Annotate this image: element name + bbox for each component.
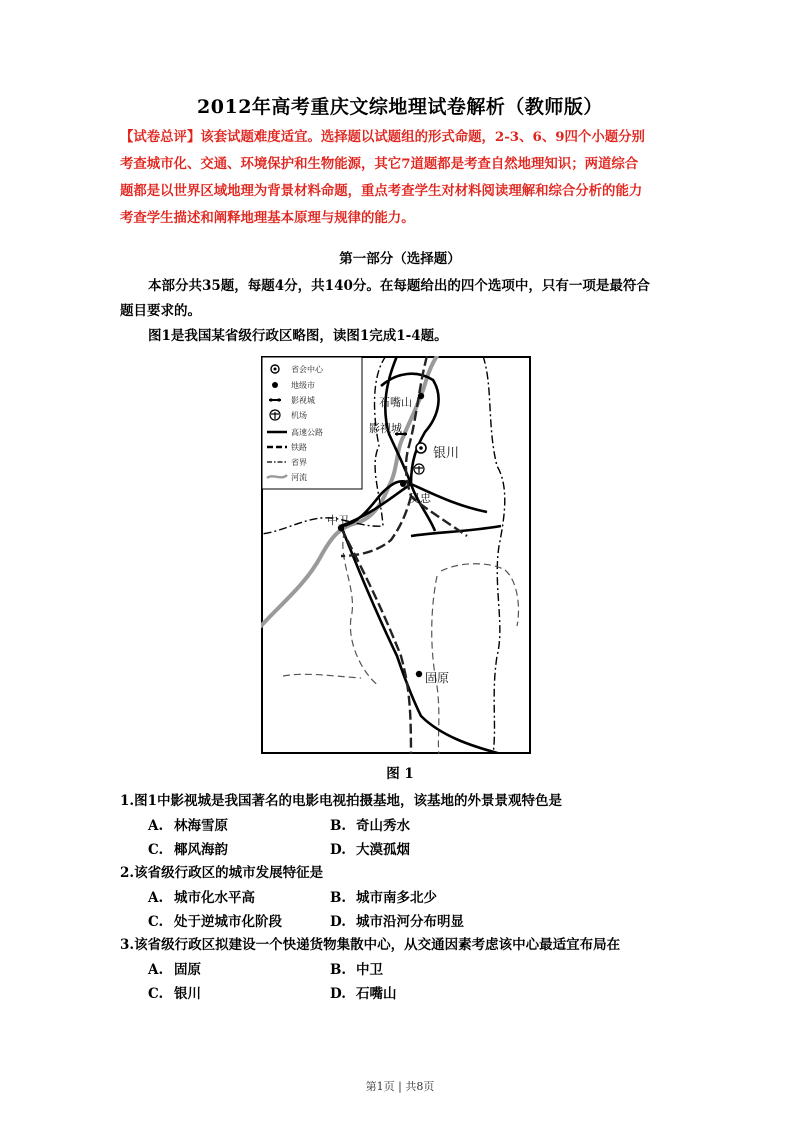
summary-line: 【试卷总评】该套试题难度适宜。选择题以试题组的形式命题，2-3、6、9四个小题分别 bbox=[120, 129, 645, 145]
document-title: 2012年高考重庆文综地理试卷解析（教师版） bbox=[197, 96, 603, 118]
page-footer: 第1页 | 共8页 bbox=[365, 1080, 435, 1093]
question-stem: 2.该省级行政区的城市发展特征是 bbox=[120, 865, 324, 881]
question-stem: 1.图1中影视城是我国著名的电影电视拍摄基地，该基地的外景景观特色是 bbox=[120, 793, 562, 809]
svg-text:中卫: 中卫 bbox=[327, 514, 349, 527]
legend-label: 高速公路 bbox=[291, 428, 323, 437]
option-a: A. 固原 bbox=[148, 962, 201, 978]
option-c: C. 处于逆城市化阶段 bbox=[148, 914, 282, 930]
option-d: D. 石嘴山 bbox=[330, 986, 397, 1002]
option-b: B. 中卫 bbox=[330, 962, 383, 978]
option-c: C. 椰风海韵 bbox=[148, 842, 228, 858]
summary-line: 题都是以世界区域地理为背景材料命题，重点考查学生对材料阅读理解和综合分析的能力 bbox=[120, 183, 643, 199]
legend-label: 影视城 bbox=[291, 396, 315, 405]
map-legend bbox=[262, 357, 362, 489]
option-d: D. 大漠孤烟 bbox=[330, 842, 410, 858]
svg-text:银川: 银川 bbox=[433, 446, 460, 461]
intro-text-cont: 题目要求的。 bbox=[120, 303, 201, 319]
option-d: D. 城市沿河分布明显 bbox=[330, 914, 464, 930]
svg-text:吴忠: 吴忠 bbox=[409, 492, 431, 505]
option-c: C. 银川 bbox=[148, 986, 201, 1002]
legend-label: 地级市 bbox=[291, 381, 315, 390]
legend-label: 铁路 bbox=[291, 443, 307, 452]
airport-marker bbox=[414, 464, 424, 474]
prefecture-city-icon bbox=[272, 382, 278, 388]
figure-intro: 图1是我国某省级行政区略图，读图1完成1-4题。 bbox=[148, 328, 448, 344]
legend-label: 机场 bbox=[291, 411, 307, 420]
svg-text:石嘴山: 石嘴山 bbox=[379, 396, 412, 409]
svg-text:固原: 固原 bbox=[425, 671, 450, 685]
summary-line: 考查城市化、交通、环境保护和生物能源，其它7道题都是考查自然地理知识；两道综合 bbox=[120, 156, 639, 172]
legend-label: 河流 bbox=[291, 473, 307, 482]
figure-caption: 图 1 bbox=[386, 766, 414, 782]
city-film-studio bbox=[369, 422, 407, 436]
exam-summary bbox=[120, 124, 690, 232]
summary-line: 考查学生描述和阐释地理基本原理与规律的能力。 bbox=[120, 210, 415, 226]
airport-icon bbox=[270, 410, 280, 420]
section-title: 第一部分（选择题） bbox=[339, 251, 461, 267]
option-b: B. 奇山秀水 bbox=[330, 818, 410, 834]
province-map bbox=[261, 356, 531, 754]
option-a: A. 城市化水平高 bbox=[148, 890, 255, 906]
option-b: B. 城市南多北少 bbox=[330, 890, 437, 906]
legend-label: 省会中心 bbox=[291, 365, 323, 374]
question-stem: 3.该省级行政区拟建设一个快递货物集散中心，从交通因素考虑该中心最适宜布局在 bbox=[120, 937, 621, 953]
svg-text:影视城: 影视城 bbox=[369, 422, 402, 435]
intro-text: 本部分共35题，每题4分，共140分。在每题给出的四个选项中，只有一项是最符合 bbox=[148, 278, 650, 294]
option-a: A. 林海雪原 bbox=[148, 818, 228, 834]
legend-label: 省界 bbox=[291, 458, 307, 467]
